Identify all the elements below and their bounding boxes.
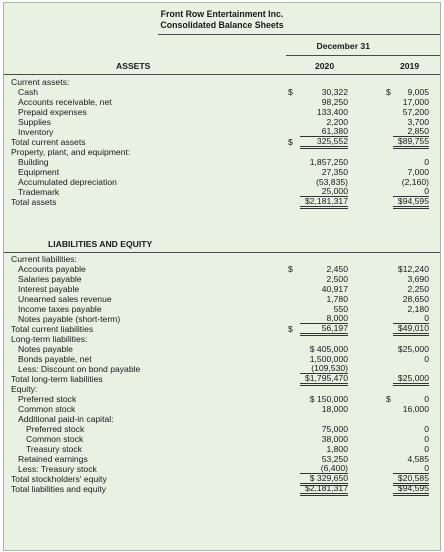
- row-label: Long-term liabilities:: [11, 334, 88, 344]
- value-2020: 1,500,000: [309, 354, 348, 364]
- value-2019: $25,000: [397, 344, 429, 354]
- value-2019: 4,585: [407, 454, 429, 464]
- value-2020: 8,000: [300, 314, 348, 324]
- value-2019: 0: [393, 187, 429, 197]
- row-label: Notes payable: [18, 344, 73, 354]
- statement-title: Consolidated Balance Sheets: [160, 20, 284, 30]
- row-label: Supplies: [18, 117, 51, 127]
- value-2020: 133,400: [316, 107, 348, 117]
- row-label: Total current liabilities: [11, 324, 94, 334]
- value-2020: $ 150,000: [309, 394, 348, 404]
- value-2019: 28,650: [402, 294, 429, 304]
- row-label: Inventory: [18, 127, 54, 137]
- header-rule-mid: [286, 55, 440, 56]
- value-2019: $94,595: [393, 197, 429, 209]
- row-label: Prepaid expenses: [18, 107, 87, 117]
- value-2020: (109,530): [300, 364, 348, 374]
- value-2019: $20,585: [393, 474, 429, 486]
- value-2020: $ 329,650: [300, 474, 348, 486]
- row-label: Less: Discount on bond payable: [18, 364, 141, 374]
- value-2020: 550: [333, 304, 348, 314]
- row-label: Accounts receivable, net: [18, 97, 112, 107]
- value-2019: 0: [424, 434, 429, 444]
- row-label: Building: [18, 157, 49, 167]
- value-2019: $89,755: [393, 137, 429, 149]
- value-2020: 1,780: [326, 294, 348, 304]
- table-row: [4, 197, 440, 208]
- value-2020: 18,000: [321, 404, 348, 414]
- value-2020: 75,000: [321, 424, 348, 434]
- row-label: Preferred stock: [18, 394, 77, 404]
- period-heading: December 31: [316, 41, 370, 51]
- value-2019: 0: [393, 464, 429, 474]
- value-2019: 0: [424, 424, 429, 434]
- value-2019: 57,200: [402, 107, 429, 117]
- row-label: Preferred stock: [26, 424, 85, 434]
- value-2020: 2,450: [326, 264, 348, 274]
- row-label: Total assets: [11, 197, 57, 207]
- value-2019: 16,000: [402, 404, 429, 414]
- value-2020: 325,552: [300, 137, 348, 149]
- assets-heading: ASSETS: [116, 61, 151, 71]
- value-2020: 30,322: [321, 87, 348, 97]
- value-2020: 53,250: [321, 454, 348, 464]
- currency-symbol: $: [288, 264, 293, 274]
- currency-symbol: $: [386, 394, 391, 404]
- value-2020: 40,917: [321, 284, 348, 294]
- value-2019: (2,160): [401, 177, 429, 187]
- value-2020: 2,500: [326, 274, 348, 284]
- row-label: Total stockholders' equity: [11, 474, 107, 484]
- value-2019: 0: [424, 444, 429, 454]
- value-2019: 3,690: [407, 274, 429, 284]
- value-2020: $2,181,317: [300, 484, 348, 496]
- row-label: Equity:: [11, 384, 38, 394]
- currency-symbol: $: [386, 87, 391, 97]
- row-label: Accounts payable: [18, 264, 86, 274]
- value-2019: $49,010: [393, 324, 429, 336]
- value-2020: $2,181,317: [300, 197, 348, 209]
- company-name: Front Row Entertainment Inc.: [160, 9, 284, 19]
- row-label: Unearned sales revenue: [18, 294, 112, 304]
- row-label: Current assets:: [11, 77, 70, 87]
- currency-symbol: $: [288, 137, 293, 147]
- value-2019: 0: [424, 157, 429, 167]
- liabilities-equity-heading: LIABILITIES AND EQUITY: [48, 239, 153, 249]
- currency-symbol: $: [288, 324, 293, 334]
- row-label: Bonds payable, net: [18, 354, 92, 364]
- row-label: Current liabilities:: [11, 254, 77, 264]
- year-current: 2020: [315, 61, 335, 71]
- value-2019: 2,250: [407, 284, 429, 294]
- row-label: Equipment: [18, 167, 60, 177]
- value-2020: 2,200: [326, 117, 348, 127]
- row-label: Income taxes payable: [18, 304, 102, 314]
- row-label: Salaries payable: [18, 274, 82, 284]
- value-2019: $94,595: [393, 484, 429, 496]
- value-2019: 0: [393, 314, 429, 324]
- value-2020: (53,835): [315, 177, 348, 187]
- value-2020: $ 405,000: [309, 344, 348, 354]
- value-2019: 9,005: [407, 87, 429, 97]
- row-label: Cash: [18, 87, 39, 97]
- row-label: Total current assets: [11, 137, 86, 147]
- row-label: Accumulated depreciation: [18, 177, 117, 187]
- value-2020: (6,400): [300, 464, 348, 474]
- row-label: Common stock: [26, 434, 84, 444]
- liabilities-rule: [4, 252, 440, 253]
- value-2019: 3,700: [407, 117, 429, 127]
- value-2020: 61,380: [300, 127, 348, 137]
- row-label: Property, plant, and equipment:: [11, 147, 131, 157]
- row-label: Additional paid-in capital:: [18, 414, 114, 424]
- value-2019: 7,000: [407, 167, 429, 177]
- header-rule-top: [158, 34, 440, 35]
- value-2020: $1,795,470: [300, 374, 348, 386]
- header-rule-bottom: [4, 74, 440, 75]
- row-label: Treasury stock: [26, 444, 83, 454]
- year-prior: 2019: [400, 61, 420, 71]
- value-2019: 0: [424, 354, 429, 364]
- value-2019: 17,000: [402, 97, 429, 107]
- balance-sheet: [3, 2, 441, 551]
- value-2019: $12,240: [397, 264, 429, 274]
- value-2020: 1,800: [326, 444, 348, 454]
- value-2020: 56,197: [300, 324, 348, 336]
- value-2019: $25,000: [393, 374, 429, 386]
- value-2019: 2,850: [393, 127, 429, 137]
- row-label: Total long-term liabilities: [11, 374, 103, 384]
- row-label: Common stock: [18, 404, 76, 414]
- row-label: Interest payable: [18, 284, 80, 294]
- row-label: Less: Treasury stock: [18, 464, 97, 474]
- table-row: [4, 484, 440, 495]
- row-label: Retained earnings: [18, 454, 88, 464]
- row-label: Notes payable (short-term): [18, 314, 121, 324]
- value-2020: 1,857,250: [309, 157, 348, 167]
- row-label: Total liabilities and equity: [11, 484, 107, 494]
- value-2020: 27,350: [321, 167, 348, 177]
- value-2020: 38,000: [321, 434, 348, 444]
- value-2019: 2,180: [407, 304, 429, 314]
- value-2020: 98,250: [321, 97, 348, 107]
- value-2019: 0: [424, 394, 429, 404]
- value-2020: 25,000: [300, 187, 348, 197]
- row-label: Trademark: [18, 187, 60, 197]
- currency-symbol: $: [288, 87, 293, 97]
